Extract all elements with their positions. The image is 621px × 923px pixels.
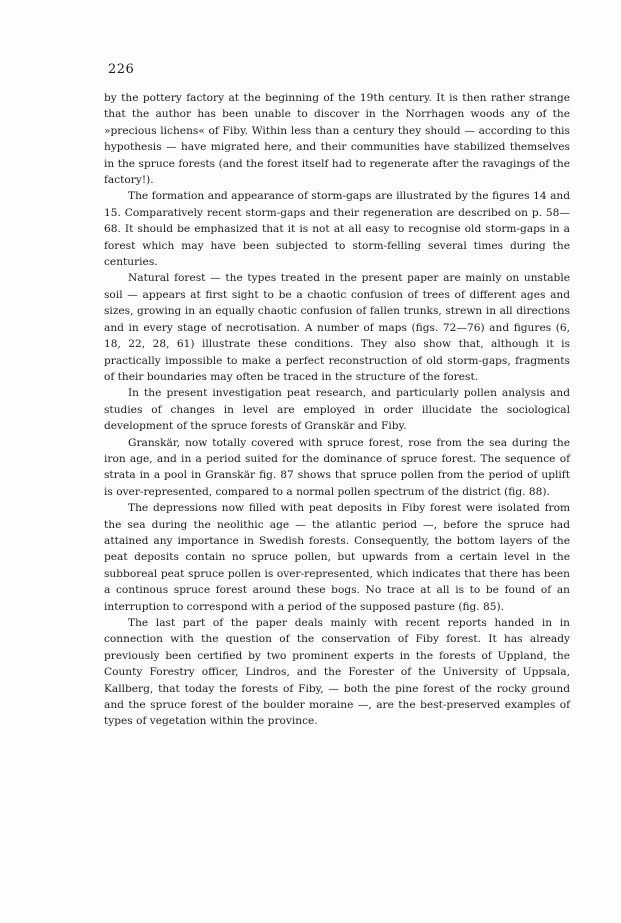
paragraph: The formation and appearance of storm-gaps are illustrated by the figures 14 and 15. Comparatively recent storm-gaps and their regeneration are described on p. 58—68. It should be emphasized that it is not at all easy to recognise old storm-gaps in a forest which may have been subjected to storm-felling several times during the centuries. [104, 190, 570, 269]
paragraph: Granskär, now totally covered with spruce forest, rose from the sea during the iron age, and in a period suited for the dominance of spruce forest. The sequence of strata in a pool in Granskär fig. 87 shows that spruce pollen from the period of uplift is over-represented, compared to a normal pollen spectrum of the district (fig. 88). [104, 436, 570, 498]
paragraph: Natural forest — the types treated in the present paper are mainly on unstable soil — appears at first sight to be a chaotic confusion of trees of different ages and sizes, growing in an equally chaotic confusion of fallen trunks, strewn in all directions and in every stage of necrotisation. A number of maps (figs. 72—76) and figures (6, 18, 22, 28, 61) illustrate these conditions. They also show that, although it is practically impossible to make a perfect reconstruction of old storm-gaps, fragments of their boundaries may often be traced in the structure of the forest. [104, 272, 570, 383]
paragraph: In the present investigation peat research, and particularly pollen analysis and studies of changes in level are employed in order illucidate the sociological development of the spruce forests of Granskär and Fiby. [104, 387, 570, 433]
paragraph: The last part of the paper deals mainly with recent reports handed in in connection with the question of the conservation of Fiby forest. It has already previously been certified by two prominent experts in the forests of Uppland, the County Forestry officer, Lindros, and the Forester of the University of Uppsala, Kallberg, that today the forests of Fiby, — both the pine forest of the rocky ground and the spruce forest of the boulder moraine —, are the best-preserved examples of types of vegetation within the province. [104, 617, 570, 728]
paragraph: The depressions now filled with peat deposits in Fiby forest were isolated from the sea during the neolithic age — the atlantic period —, before the spruce had attained any importance in Swedish forests. Consequently, the bottom layers of the peat deposits contain no spruce pollen, but upwards from a certain level in the subboreal peat spruce pollen is over-represented, which indicates that there has been a continous spruce forest around these bogs. No trace at all is to be found of an interruption to correspond with a period of the supposed pasture (fig. 85). [104, 502, 570, 613]
page-number: 226 [108, 62, 135, 77]
paragraph: by the pottery factory at the beginning of the 19th century. It is then rather strange that the author has been unable to discover in the Norrhagen woods any of the »precious lichens« of Fiby. Within less than a century they should — according to this hypothesis — have migrated here, and their communities have stabilized themselves in the spruce forests (and the forest itself had to regenerate after the ravagings of the factory!). [104, 92, 570, 187]
body-text [104, 90, 570, 730]
